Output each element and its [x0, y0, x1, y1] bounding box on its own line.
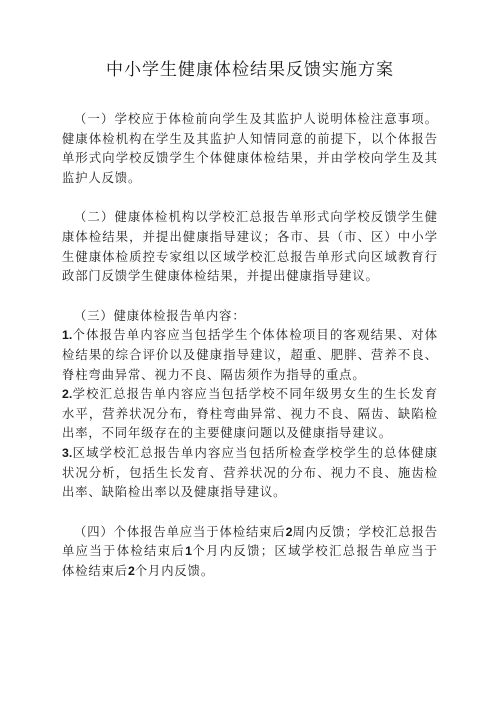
- item-text: 个体报告单内容应当包括学生个体体检项目的客观结果、对体检结果的综合评价以及健康指导建议，超重、肥胖、营养不良、脊柱弯曲异常、视力不良、隔齿须作为指导的重点。: [62, 328, 438, 382]
- item-text: 学校汇总报告单内容应当包括学校不同年级男女生的生长发育水平，营养状况分布，脊柱弯曲异常、视力不良、隔齿、缺陷检出率，不同年级存在的主要健康问题以及健康指导建议。: [62, 387, 438, 441]
- section-4-number: 1: [185, 544, 192, 559]
- section-2-paragraph: （二）健康体检机构以学校汇总报告单形式向学校反馈学生健康体检结果，并提出健康指导建议；各市、县（市、区）中小学生健康体检质控专家组以区域学校汇总报告单形式向区域教育行政部门反馈学生健康体检结果，并提出健康指导建议。: [62, 210, 438, 284]
- document-body: [62, 110, 438, 581]
- item-number: 2.: [62, 387, 73, 402]
- section-4-text: 个月内反馈；区域学校汇总报告单应当于体检结束后: [62, 544, 439, 578]
- section-3-item-2: [62, 385, 438, 444]
- section-4-paragraph: [62, 523, 438, 582]
- item-number: 3.: [62, 445, 73, 460]
- section-4-number: 2: [285, 524, 293, 539]
- section-3-heading: （三）健康体检报告单内容：: [74, 308, 246, 323]
- section-1-paragraph: （一）学校应于体检前向学生及其监护人说明体检注意事项。健康体检机构在学生及其监护人知情同意的前提下，以个体报告单形式向学校反馈学生个体健康体检结果，并由学校向学生及其监护人反馈。: [62, 112, 438, 185]
- section-4-text: （四）个体报告单应当于体检结束后: [74, 524, 286, 539]
- section-4-number: 2: [128, 563, 135, 578]
- item-number: 1.: [62, 328, 73, 343]
- section-3-block: [62, 307, 438, 503]
- section-4-text: 周内反馈；学校汇总报告单应当于体检结束后: [62, 524, 439, 559]
- document-title: 中小学生健康体检结果反馈实施方案: [106, 60, 394, 80]
- section-3-item-3: [62, 444, 438, 503]
- section-3-item-1: [62, 326, 438, 385]
- item-text: 区域学校汇总报告单内容应当包括所检查学校学生的总体健康状况分析，包括生长发育、营养状况的分布、视力不良、施齿检出率、缺陷检出率以及健康指导建议。: [62, 445, 438, 500]
- section-4-text: 个月内反馈。: [134, 563, 215, 578]
